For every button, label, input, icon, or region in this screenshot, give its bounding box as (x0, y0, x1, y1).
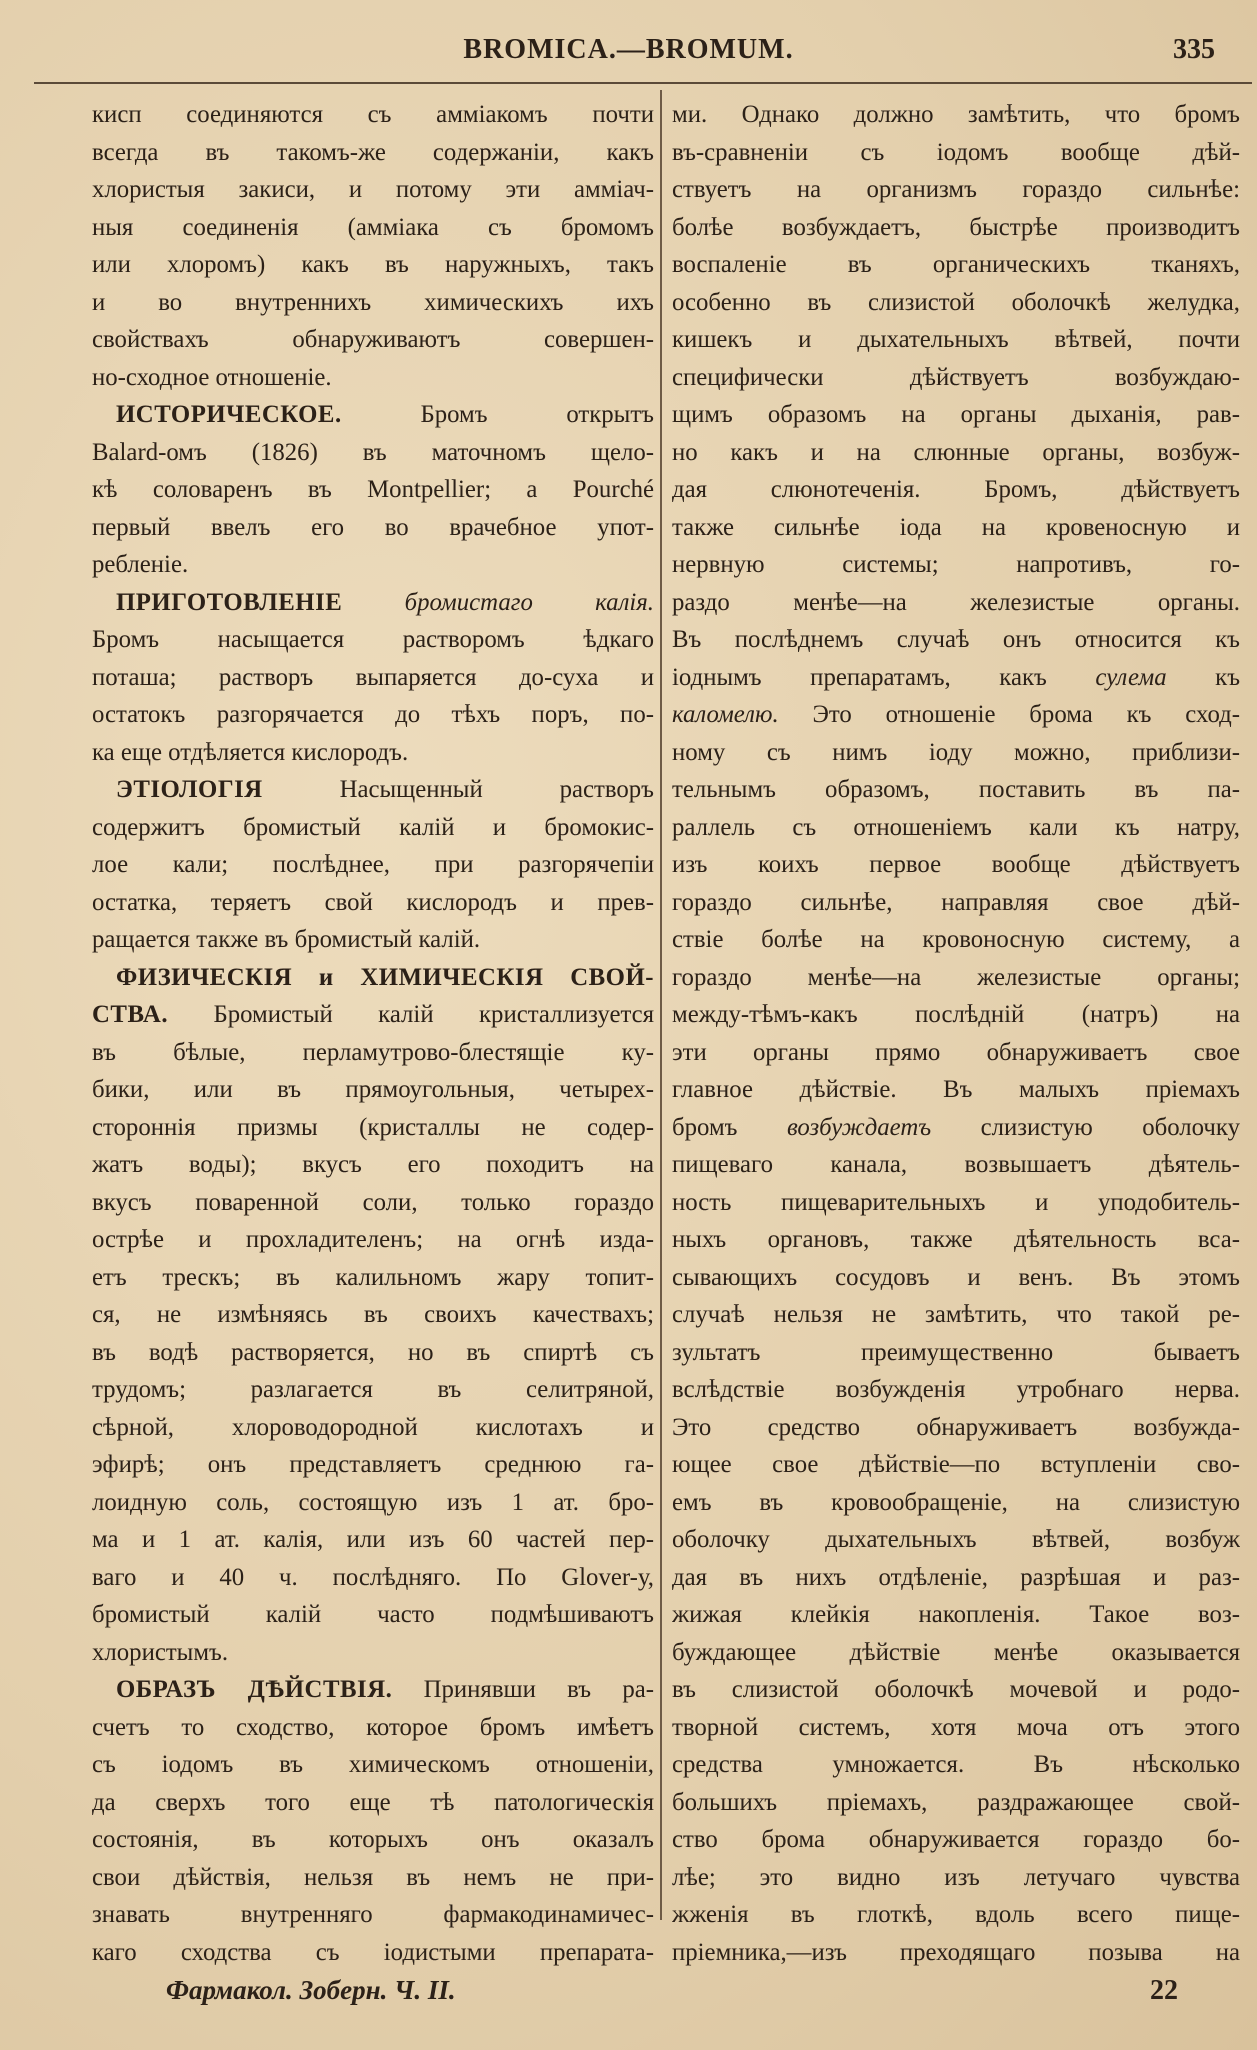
text-line: хлористыя закиси, и потому эти амміач- (92, 176, 654, 203)
section-heading: ОБРАЗЪ ДѢЙСТВІЯ. (116, 1676, 393, 1703)
italic-term: сулема (1095, 663, 1167, 691)
text-line: между-тѣмъ-какъ послѣдній (натръ) на (672, 1001, 1240, 1028)
text-line: творной системъ, хотя моча отъ этого (672, 1713, 1240, 1741)
text-line: вслѣдствіе возбужденія утробнаго нерва. (672, 1376, 1240, 1403)
text-line: раздо менѣе—на железистые органы. (672, 588, 1240, 616)
text-line: остатка, теряетъ свой кислородъ и прев- (92, 888, 654, 916)
text-line: жатъ воды); вкусъ его походитъ на (92, 1151, 654, 1178)
section-etiology (92, 771, 654, 809)
italic-term: бромистаго калія. (404, 588, 654, 616)
right-column (672, 96, 1240, 1971)
text-line: жженія въ глоткѣ, вдоль всего пище- (672, 1901, 1240, 1928)
text-line: лое кали; послѣднее, при разгорячепіи (92, 851, 654, 878)
text-line: Balard-омъ (1826) въ маточномъ щело- (92, 438, 654, 466)
running-title: BROMICA.—BROMUM. (463, 34, 794, 65)
text-line: ми. Однако должно замѣтить, что бромъ (672, 101, 1240, 128)
text-run: Бромъ открытъ (420, 401, 654, 428)
text-line: нервную системы; напротивъ, го- (672, 551, 1240, 578)
text-line: гораздо менѣе—на железистые органы; (672, 963, 1240, 991)
section-heading: ПРИГОТОВЛЕНІЕ (116, 588, 343, 616)
text-line: дая слюнотеченія. Бромъ, дѣйствуетъ (672, 476, 1240, 503)
text-run: слизистую оболочку (980, 1113, 1240, 1141)
text-line: главное дѣйствіе. Въ малыхъ пріемахъ (672, 1076, 1240, 1103)
text-line: но какъ и на слюнные органы, возбуж- (672, 438, 1240, 466)
text-line: ствуетъ на организмъ гораздо сильнѣе: (672, 176, 1240, 203)
text-line: ся, не измѣняясь въ своихъ качествахъ; (92, 1301, 654, 1328)
printer-signature: Фармакол. Зоберн. Ч. II. (166, 1975, 456, 2005)
text-line: гораздо сильнѣе, направляя свое дѣй- (672, 888, 1240, 916)
text-line: изъ коихъ первое вообще дѣйствуетъ (672, 851, 1240, 878)
text-line: Бромъ насыщается растворомъ ѣдкаго (92, 626, 654, 653)
text-run: іоднымъ препаратамъ, какъ (672, 663, 1047, 691)
section-heading: ФИЗИЧЕСКІЯ и ХИМИЧЕСКІЯ СВОЙ- (116, 963, 654, 991)
text-line: эти органы прямо обнаруживаетъ свое (672, 1038, 1240, 1066)
text-line: оболочку дыхательныхъ вѣтвей, возбуж (672, 1526, 1240, 1553)
text-line: также сильнѣе іода на кровеносную и (672, 513, 1240, 541)
text-line: вкусъ поваренной соли, только гораздо (92, 1188, 654, 1216)
text-line: раллель съ отношеніемъ кали къ натру, (672, 813, 1240, 841)
text-line: средства умножается. Въ нѣсколько (672, 1751, 1240, 1778)
text-line: да сверхъ того еще тѣ патологическія (92, 1788, 654, 1816)
text-line: специфически дѣйствуетъ возбуждаю- (672, 363, 1240, 391)
text-line: хлористымъ. (92, 1638, 229, 1666)
text-line: острѣе и прохладителенъ; на огнѣ изда- (92, 1226, 654, 1253)
text-line: ваго и 40 ч. послѣдняго. По Glover-у, (92, 1563, 654, 1591)
text-line: пріемника,—изъ преходящаго позыва на (672, 1938, 1240, 1966)
text-line: въ водѣ растворяется, но въ спиртѣ съ (92, 1338, 654, 1366)
text-line: ма и 1 ат. калія, или изъ 60 частей пер- (92, 1526, 654, 1553)
text-line: или хлоромъ) какъ въ наружныхъ, такъ (92, 251, 654, 278)
text-line: въ бѣлые, перламутрово-блестящіе ку- (92, 1038, 654, 1066)
italic-term: каломелю. (672, 701, 779, 728)
text-line: ребленіе. (92, 551, 189, 578)
text-line: большихъ пріемахъ, раздражающее свой- (672, 1788, 1240, 1816)
text-line: щимъ образомъ на органы дыханія, рав- (672, 401, 1240, 428)
section-heading: СТВА. (92, 1001, 169, 1028)
text-line: ствіе болѣе на кровоносную систему, а (672, 926, 1240, 953)
text-line: всегда въ такомъ-же содержаніи, какъ (92, 138, 654, 166)
text-line: свои дѣйствія, нельзя въ немъ не при- (92, 1863, 654, 1891)
column-divider (660, 90, 662, 1920)
text-line: поташа; растворъ выпаряется до-суха и (92, 663, 654, 691)
text-line: Въ послѣднемъ случаѣ онъ относится къ (672, 626, 1240, 653)
text-line: остатокъ разгорячается до тѣхъ поръ, по- (92, 701, 654, 728)
section-action (92, 1671, 654, 1709)
text-line: кишекъ и дыхательныхъ вѣтвей, почти (672, 326, 1240, 353)
text-run: Насыщенный растворъ (339, 776, 654, 803)
text-line: лоидную соль, состоящую изъ 1 ат. бро- (92, 1488, 654, 1516)
italic-term: возбуждаетъ (786, 1113, 932, 1141)
text-line-sulema (672, 659, 1240, 697)
text-line: случаѣ нельзя не замѣтить, что такой ре- (672, 1301, 1240, 1328)
section-historical (92, 396, 654, 434)
text-line: каго сходства съ іодистыми препарата- (92, 1938, 654, 1966)
text-line: ность пищеварительныхъ и уподобитель- (672, 1188, 1240, 1216)
text-line: жижая клейкія накопленія. Такое воз- (672, 1601, 1240, 1628)
text-line: и во внутреннихъ химическихъ ихъ (92, 288, 654, 316)
text-line: стороннія призмы (кристаллы не содер- (92, 1113, 654, 1141)
text-line: кѣ соловаренъ въ Montpellier; а Pourché (92, 476, 654, 503)
page-number: 335 (1173, 34, 1215, 65)
text-run: бромъ (672, 1113, 738, 1141)
text-line: свойствахъ обнаруживаютъ совершен- (92, 326, 654, 353)
section-heading: ЭТІОЛОГІЯ (116, 776, 263, 803)
text-line: ращается также въ бромистый калій. (92, 926, 481, 953)
text-line: воспаленіе въ органическихъ тканяхъ, (672, 251, 1240, 278)
sheet-number: 22 (1150, 1975, 1178, 2006)
text-line: въ-сравненіи съ іодомъ вообще дѣй- (672, 138, 1240, 166)
text-line: кисп соединяются съ амміакомъ почти (92, 101, 654, 128)
text-line: бики, или въ прямоугольныя, четырех- (92, 1076, 654, 1103)
text-run: Это отношеніе брома къ сход- (812, 701, 1240, 728)
text-line: болѣе возбуждаетъ, быстрѣе производитъ (672, 213, 1240, 241)
section-physchem (92, 996, 654, 1034)
text-line: ныхъ органовъ, также дѣятельность вса- (672, 1226, 1240, 1253)
text-line: ка еще отдѣляется кислородъ. (92, 738, 409, 766)
text-line: особенно въ слизистой оболочкѣ желудка, (672, 288, 1240, 316)
text-line: первый ввелъ его во врачебное упот- (92, 513, 654, 541)
text-line: буждающее дѣйствіе менѣе оказывается (672, 1638, 1240, 1666)
section-heading: ИСТОРИЧЕСКОЕ. (116, 401, 342, 428)
text-line: въ слизистой оболочкѣ мочевой и родо- (672, 1676, 1240, 1703)
section-preparation (92, 584, 654, 622)
text-line: ство брома обнаруживается гораздо бо- (672, 1826, 1240, 1853)
text-line: ныя соединенія (амміака съ бромомъ (92, 213, 654, 241)
text-line: етъ трескъ; въ калильномъ жару топит- (92, 1263, 654, 1291)
text-run: Принявши въ ра- (423, 1676, 654, 1703)
text-line: дая въ нихъ отдѣленіе, разрѣшая и раз- (672, 1563, 1240, 1591)
header-rule (34, 82, 1252, 84)
text-run: Бромистый калій кристаллизуется (213, 1001, 654, 1028)
left-column (92, 96, 654, 1971)
text-line: ющее свое дѣйствіе—по вступленіи сво- (672, 1451, 1240, 1478)
running-head (0, 34, 1257, 74)
text-line: Это средство обнаруживаетъ возбужда- (672, 1413, 1240, 1441)
text-line: содержитъ бромистый калій и бромокис- (92, 813, 654, 841)
text-line: счетъ то сходство, которое бромъ имѣетъ (92, 1713, 654, 1741)
text-line-excites (672, 1109, 1240, 1147)
text-line: тельнымъ образомъ, поставить въ па- (672, 776, 1240, 803)
text-line: трудомъ; разлагается въ селитряной, (92, 1376, 654, 1403)
text-line: бромистый калій часто подмѣшиваютъ (92, 1601, 654, 1628)
text-line: но-сходное отношеніе. (92, 363, 332, 391)
text-line: сывающихъ сосудовъ и венъ. Въ этомъ (672, 1263, 1240, 1291)
text-line: емъ въ кровообращеніе, на слизистую (672, 1488, 1240, 1516)
text-line: сѣрной, хлороводородной кислотахъ и (92, 1413, 654, 1441)
text-line: съ іодомъ въ химическомъ отношеніи, (92, 1751, 654, 1778)
text-line: ному съ нимъ іоду можно, приблизи- (672, 738, 1240, 766)
text-line: зультатъ преимущественно бываетъ (672, 1338, 1240, 1366)
text-run: къ (1215, 663, 1240, 691)
text-line: знавать внутренняго фармакодинамичес- (92, 1901, 654, 1928)
text-line: пищеваго канала, возвышаетъ дѣятель- (672, 1151, 1240, 1178)
page-footer (0, 1975, 1257, 2015)
text-line-calomel (672, 696, 1240, 734)
text-line: лѣе; это видно изъ летучаго чувства (672, 1863, 1240, 1891)
text-line: эфирѣ; онъ представляетъ среднюю га- (92, 1451, 654, 1478)
text-line: состоянія, въ которыхъ онъ оказалъ (92, 1826, 654, 1853)
